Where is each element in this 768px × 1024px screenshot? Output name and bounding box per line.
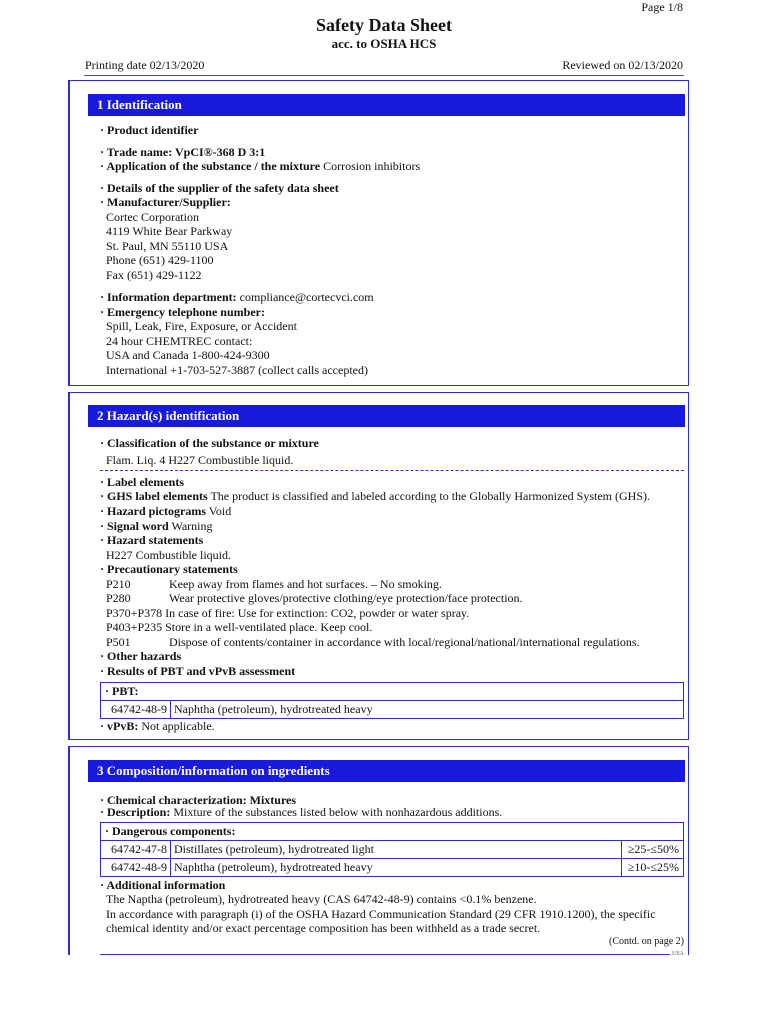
region-tag: USA — [671, 951, 684, 957]
p-code: P210 — [106, 577, 131, 591]
product-identifier-label: · Product identifier — [100, 123, 199, 137]
signal-word-value: Warning — [168, 519, 213, 533]
table-row — [101, 859, 683, 876]
concentration: ≥10-≤25% — [621, 859, 683, 876]
address-line: Phone (651) 429-1100 — [106, 253, 214, 267]
signal-word-line — [100, 519, 213, 533]
reviewed-date: Reviewed on 02/13/2020 — [562, 58, 683, 72]
cas-number: 64742-47-8 — [101, 841, 171, 858]
vpvb-label: · vPvB: — [100, 719, 139, 733]
emergency-line: International +1-703-527-3887 (collect calls accepted) — [106, 363, 368, 377]
note-line: The Naptha (petroleum), hydrotreated heavy (CAS 64742-48-9) contains <0.1% benzene. — [106, 892, 537, 906]
address-line: St. Paul, MN 55110 USA — [106, 239, 229, 253]
information-department-label: · Information department: — [100, 290, 237, 304]
substance-name: Naphtha (petroleum), hydrotreated heavy — [174, 860, 373, 874]
classification-label: · Classification of the substance or mixture — [100, 436, 319, 450]
footer-divider — [100, 954, 682, 955]
description-value: Mixture of the substances listed below with nonhazardous additions. — [170, 805, 503, 819]
substance-name: Distillates (petroleum), hydrotreated light — [174, 842, 374, 856]
pictograms-label: · Hazard pictograms — [100, 504, 206, 518]
concentration: ≥25-≤50% — [621, 841, 683, 858]
manufacturer-label: · Manufacturer/Supplier: — [100, 195, 231, 209]
label-elements: · Label elements — [100, 475, 184, 489]
p-text: Keep away from flames and hot surfaces. – No smoking. — [169, 577, 442, 591]
precautionary-item — [106, 606, 469, 620]
address-line: Cortec Corporation — [106, 210, 199, 224]
hazard-statement: H227 Combustible liquid. — [106, 548, 232, 562]
p-code: P370+P378 — [106, 606, 163, 620]
dangerous-components-label: · Dangerous components: — [105, 824, 236, 838]
note-line: chemical identity and/or exact percentage composition has been withheld as a trade secret. — [106, 921, 541, 935]
precautionary-item — [106, 577, 442, 591]
precautionary-item — [106, 620, 372, 634]
pictograms-value: Void — [205, 504, 232, 518]
precautionary-item — [106, 635, 640, 649]
address-line: Fax (651) 429-1122 — [106, 268, 202, 282]
information-department-email: compliance@cortecvci.com — [236, 290, 374, 304]
p-code: P501 — [106, 635, 131, 649]
information-department-line — [100, 290, 374, 304]
p-code: P403+P235 — [106, 620, 163, 634]
p-text: Wear protective gloves/protective clothing/eye protection/face protection. — [169, 591, 523, 605]
dangerous-components-table — [100, 822, 684, 877]
table-row — [101, 841, 683, 858]
pbt-label: · PBT: — [105, 684, 139, 698]
cas-number: 64742-48-9 — [101, 701, 171, 718]
cas-number: 64742-48-9 — [101, 859, 171, 876]
ghs-label-line — [100, 489, 650, 503]
address-line: 4119 White Bear Parkway — [106, 224, 233, 238]
signal-word-label: · Signal word — [100, 519, 169, 533]
section-heading: 2 Hazard(s) identification — [88, 405, 685, 427]
section-heading: 1 Identification — [88, 94, 685, 116]
chemical-characterization: · Chemical characterization: Mixtures — [100, 793, 297, 807]
emergency-line: USA and Canada 1-800-424-9300 — [106, 348, 270, 362]
p-text: In case of fire: Use for extinction: CO2, powder or water spray. — [165, 606, 470, 620]
application-label: · Application of the substance / the mixture — [100, 159, 321, 173]
section-heading: 3 Composition/information on ingredients — [88, 760, 685, 782]
pictograms-line — [100, 504, 231, 518]
additional-information-label: · Additional information — [100, 878, 226, 892]
supplier-details-label: · Details of the supplier of the safety data sheet — [100, 181, 339, 195]
description-line — [100, 805, 502, 819]
emergency-line: Spill, Leak, Fire, Exposure, or Accident — [106, 319, 297, 333]
application-value: Corrosion inhibitors — [320, 159, 421, 173]
precautionary-item — [106, 591, 523, 605]
hazard-statements-label: · Hazard statements — [100, 533, 204, 547]
pbt-results-label: · Results of PBT and vPvB assessment — [100, 664, 296, 678]
application-line — [100, 159, 420, 173]
precautionary-label: · Precautionary statements — [100, 562, 238, 576]
p-text: Store in a well-ventilated place. Keep cool. — [165, 620, 373, 634]
ghs-value: The product is classified and labeled according to the Globally Harmonized System (GHS). — [207, 489, 651, 503]
other-hazards-label: · Other hazards — [100, 649, 182, 663]
ghs-label: · GHS label elements — [100, 489, 208, 503]
printing-date: Printing date 02/13/2020 — [85, 58, 205, 72]
emergency-telephone-label: · Emergency telephone number: — [100, 305, 265, 319]
continued-note: (Contd. on page 2) — [609, 936, 684, 947]
trade-name: · Trade name: VpCI®-368 D 3:1 — [100, 145, 266, 159]
p-code: P280 — [106, 591, 131, 605]
description-label: · Description: — [100, 805, 171, 819]
document-title: Safety Data Sheet — [316, 15, 452, 35]
header-divider — [84, 75, 684, 76]
document-subtitle: acc. to OSHA HCS — [331, 36, 437, 51]
emergency-line: 24 hour CHEMTREC contact: — [106, 334, 253, 348]
substance-name: Naphtha (petroleum), hydrotreated heavy — [174, 702, 373, 716]
dashed-divider — [100, 470, 684, 471]
page-number: Page 1/8 — [641, 0, 683, 14]
table-row — [101, 701, 683, 718]
classification-value: Flam. Liq. 4 H227 Combustible liquid. — [106, 453, 294, 467]
p-text: Dispose of contents/container in accordance with local/regional/national/international regulations. — [169, 635, 640, 649]
note-line: In accordance with paragraph (i) of the OSHA Hazard Communication Standard (29 CFR 1910.1200), the specific — [106, 907, 656, 921]
vpvb-line — [100, 719, 215, 733]
vpvb-value: Not applicable. — [138, 719, 215, 733]
pbt-table — [100, 682, 684, 719]
